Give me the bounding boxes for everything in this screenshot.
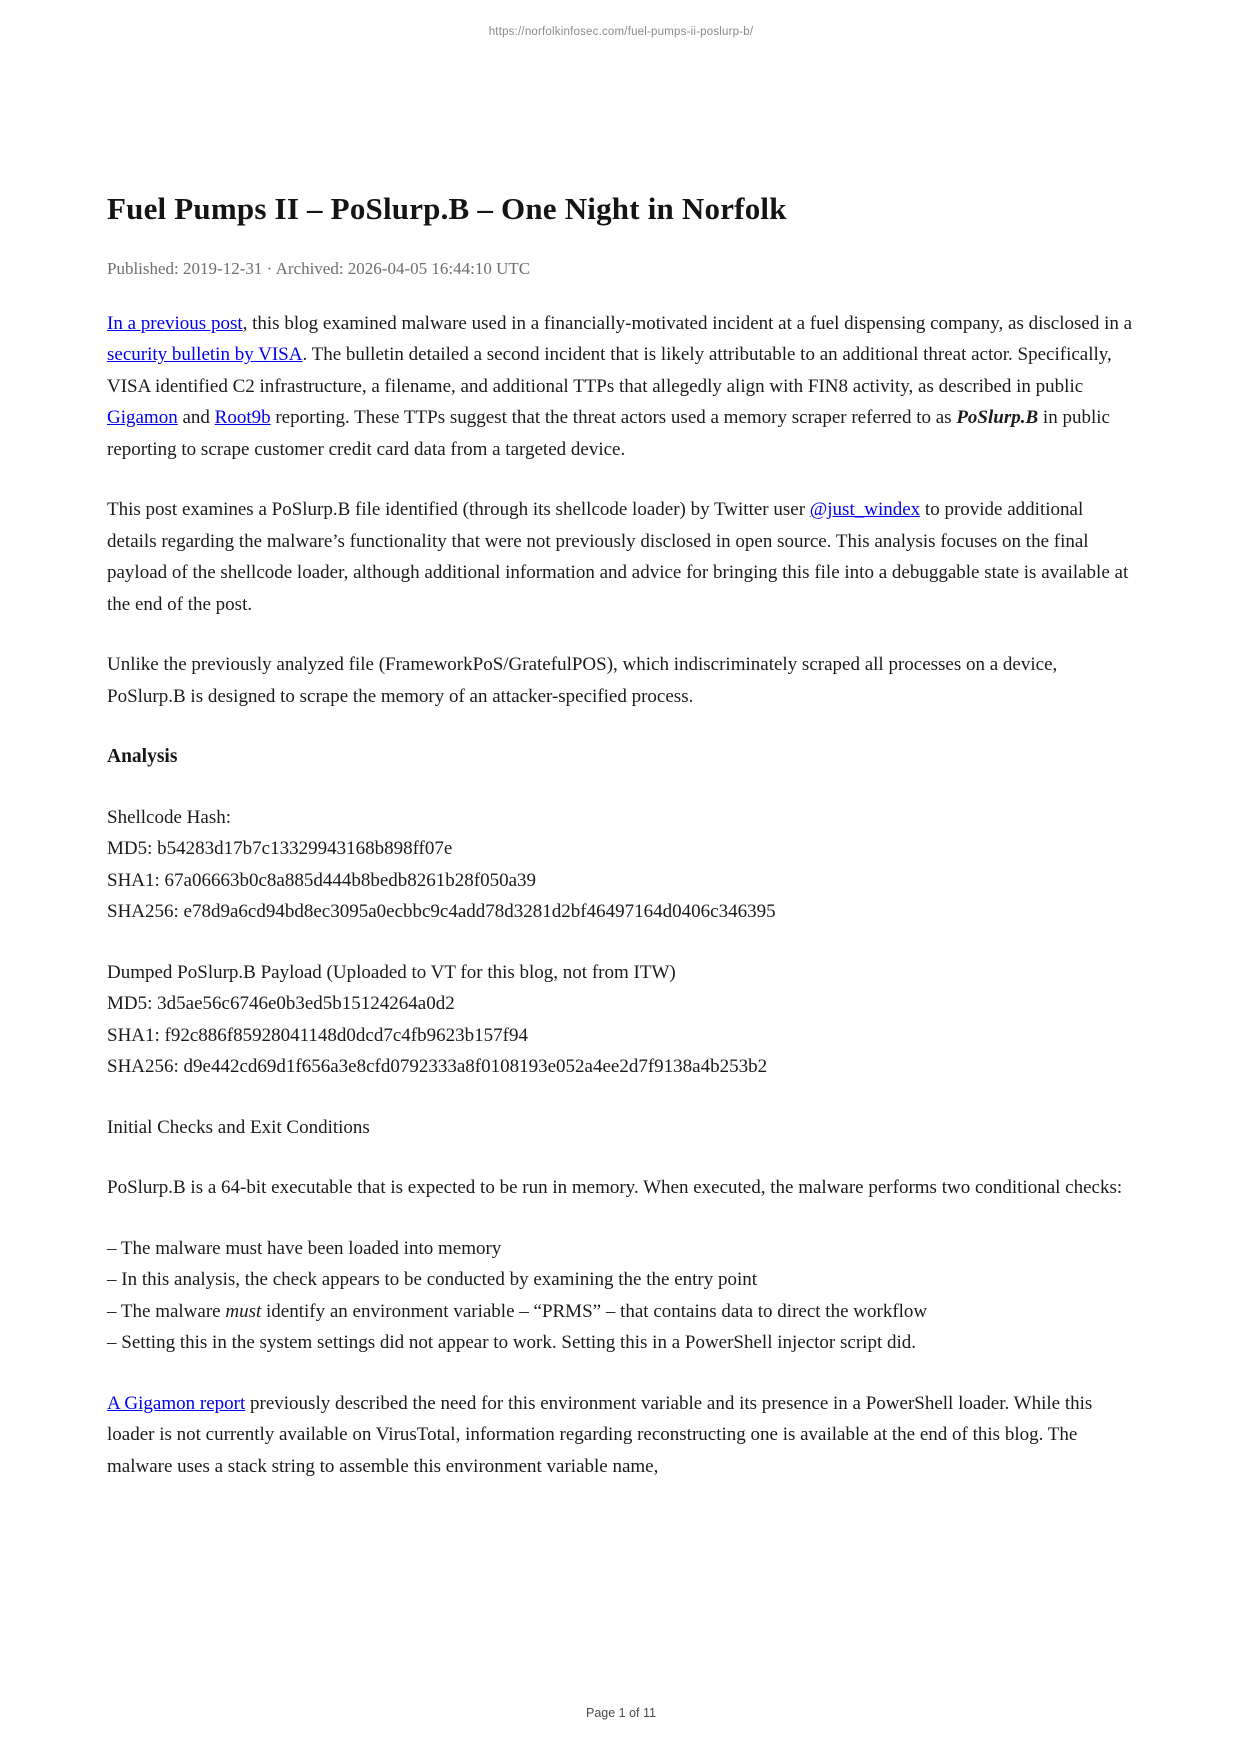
text-run: and — [177, 407, 215, 429]
post-meta: Published: 2019-12-31 · Archived: 2026-04-05 16:44:10 UTC — [107, 258, 531, 278]
text-run: – The malware — [107, 1300, 226, 1322]
executable-paragraph — [107, 1172, 1135, 1204]
emphasis-italic: must — [225, 1300, 262, 1322]
text-run: – The malware must have been loaded into memory — [107, 1237, 502, 1259]
inline-link[interactable]: A Gigamon report — [107, 1392, 246, 1414]
text-run: Analysis — [107, 746, 178, 768]
text-run: identify an environment variable – “PRMS” – that contains data to direct the workflow — [261, 1300, 928, 1322]
blog-article — [107, 190, 1135, 1482]
text-run: in public reporting to scrape customer credit card data from a targeted device. — [107, 407, 1110, 460]
inline-link[interactable]: Root9b — [214, 407, 271, 429]
inline-link[interactable]: Gigamon — [107, 407, 178, 429]
text-run: PoSlurp.B is a 64-bit executable that is expected to be run in memory. When executed, the malware performs two conditional checks: — [107, 1177, 1123, 1199]
text-run: – In this analysis, the check appears to be conducted by examining the the entry point — [107, 1269, 758, 1291]
source-url: https://norfolkinfosec.com/fuel-pumps-ii-poslurp-b/ — [488, 26, 754, 38]
inline-link[interactable]: @just_windex — [809, 499, 921, 521]
shellcode-hash-block — [107, 802, 1135, 928]
text-run: SHA256: d9e442cd69d1f656a3e8cfd0792333a8f0108193e052a4ee2d7f9138a4b253b2 — [107, 1056, 768, 1078]
emphasis-bold-italic: PoSlurp.B — [956, 407, 1039, 429]
text-run: Initial Checks and Exit Conditions — [107, 1116, 370, 1138]
intro-paragraph — [107, 308, 1135, 466]
text-run: MD5: 3d5ae56c6746e0b3ed5b15124264a0d2 — [107, 993, 455, 1015]
conditional-checks-list — [107, 1233, 1135, 1359]
text-run: Unlike the previously analyzed file (FrameworkPoS/GratefulPOS), which indiscriminately scraped all processes on a device, PoSlurp.B is designed to scrape the memory of an attacker-specified process. — [107, 654, 1058, 707]
initial-checks-subheading — [107, 1112, 1135, 1144]
text-run: SHA256: e78d9a6cd94bd8ec3095a0ecbbc9c4add78d3281d2bf46497164d0406c346395 — [107, 901, 776, 923]
text-run: reporting. These TTPs suggest that the threat actors used a memory scraper referred to as — [270, 407, 957, 429]
gigamon-report-paragraph — [107, 1388, 1135, 1483]
page-number: Page 1 of 11 — [586, 1706, 656, 1720]
text-run: . The bulletin detailed a second incident that is likely attributable to an additional threat actor. Specifically, VISA identified C2 infrastructure, a filename, and additional TTPs that allegedly align with FIN8 activity, as described in public — [107, 344, 1112, 397]
analysis-heading — [107, 741, 1135, 773]
page-title: Fuel Pumps II – PoSlurp.B – One Night in Norfolk — [107, 191, 787, 226]
text-run: SHA1: f92c886f85928041148d0dcd7c4fb9623b157f94 — [107, 1024, 528, 1046]
text-run: Dumped PoSlurp.B Payload (Uploaded to VT for this blog, not from ITW) — [107, 961, 676, 983]
payload-hash-block — [107, 957, 1135, 1083]
text-run: This post examines a PoSlurp.B file identified (through its shellcode loader) by Twitter user — [107, 499, 810, 521]
text-run: previously described the need for this environment variable and its presence in a PowerShell loader. While this loader is not currently available on VirusTotal, information regarding reconstructing one is available at the end of this blog. The malware uses a stack string to assemble this environment variable name, — [107, 1392, 1093, 1477]
text-run: to provide additional details regarding the malware’s functionality that were not previously disclosed in open source. This analysis focuses on the final payload of the shellcode loader, although additional information and advice for bringing this file into a debuggable state is available at the end of the post. — [107, 499, 1129, 615]
text-run: MD5: b54283d17b7c13329943168b898ff07e — [107, 838, 453, 860]
inline-link[interactable]: security bulletin by VISA — [107, 344, 303, 366]
article-body — [107, 308, 1135, 1483]
text-run: SHA1: 67a06663b0c8a885d444b8bedb8261b28f050a39 — [107, 869, 537, 891]
scope-paragraph — [107, 494, 1135, 620]
inline-link[interactable]: In a previous post — [107, 312, 243, 334]
text-run: Shellcode Hash: — [107, 806, 232, 828]
comparison-paragraph — [107, 649, 1135, 712]
text-run: – Setting this in the system settings did not appear to work. Setting this in a PowerShell injector script did. — [107, 1332, 917, 1354]
text-run: , this blog examined malware used in a financially-motivated incident at a fuel dispensing company, as disclosed in a — [242, 312, 1133, 334]
